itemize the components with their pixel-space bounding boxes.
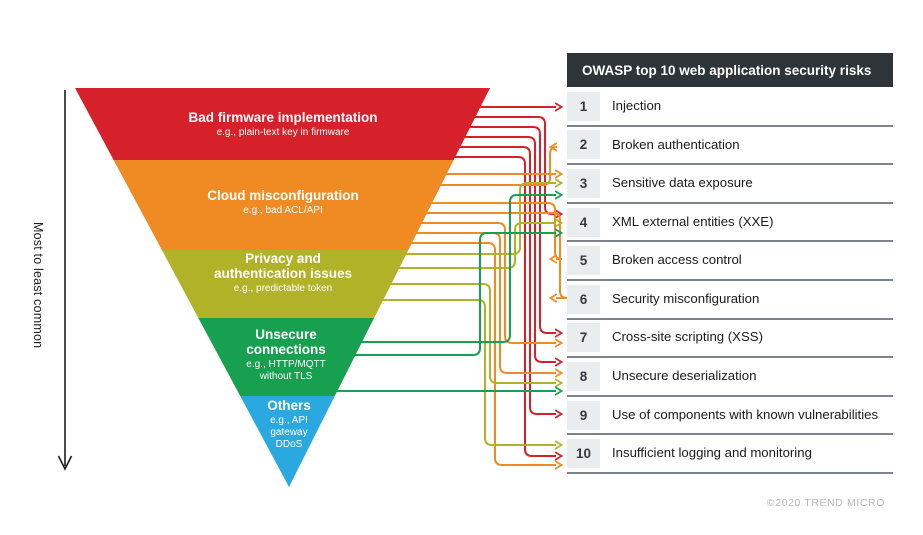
pyramid-layer-bad-firmware: [75, 88, 490, 160]
pyramid-layer-privacy-authentication: [162, 250, 409, 318]
table-row: [567, 88, 893, 127]
table-row: [567, 397, 893, 436]
risk-label: Sensitive data exposure: [612, 175, 753, 191]
risk-label: Injection: [612, 97, 662, 113]
layer-subtitle: e.g., bad ACL/API: [243, 205, 323, 217]
layer-title: Privacy and authentication issues: [213, 251, 353, 282]
risk-number: 8: [567, 362, 600, 391]
risk-label: Cross-site scripting (XSS): [612, 329, 763, 345]
most-to-least-arrow: [59, 90, 72, 469]
arrow-cloud-misconfiguration-to-row-6: [419, 213, 567, 298]
table-row: [567, 127, 893, 166]
layer-title: Bad firmware implementation: [188, 110, 378, 125]
risk-number: 4: [567, 208, 600, 237]
pyramid-layer-unsecure-connections: [198, 318, 374, 396]
risk-rows: [567, 88, 893, 474]
risk-number: 2: [567, 130, 600, 159]
layer-title: Others: [267, 398, 311, 413]
risk-label: Unsecure deserialization: [612, 368, 757, 384]
risk-number: 5: [567, 246, 600, 275]
pyramid-layer-others: [240, 396, 335, 487]
risk-number: 3: [567, 169, 600, 198]
table-row: [567, 320, 893, 359]
arrow-bad-firmware-to-row-4: [467, 117, 556, 214]
risk-label: Broken access control: [612, 252, 742, 268]
layer-title: Cloud misconfiguration: [207, 188, 359, 203]
risk-label: XML external entities (XXE): [612, 213, 774, 229]
risk-number: 1: [567, 92, 600, 121]
pyramid-layer-cloud-misconfiguration: [114, 160, 454, 250]
table-row: [567, 165, 893, 204]
layer-subtitle: e.g., plain-text key in firmware: [216, 127, 350, 139]
trend-micro-credit: ©2020 TREND MICRO: [766, 497, 885, 509]
most-to-least-label: Most to least common: [31, 221, 45, 349]
risk-number: 6: [567, 285, 600, 314]
table-row: [567, 435, 893, 474]
arrow-cloud-misconfiguration-to-row-5: [424, 203, 562, 259]
layer-subtitle: e.g., predictable token: [233, 283, 333, 295]
risk-label: Insufficient logging and monitoring: [612, 445, 812, 461]
table-row: [567, 358, 893, 397]
table-header: [567, 53, 893, 87]
risk-label: Use of components with known vulnerabilities: [612, 406, 879, 422]
risk-label: Security misconfiguration: [612, 290, 760, 306]
table-title: OWASP top 10 web application security risks: [582, 62, 872, 78]
layer-subtitle: e.g., API gateway DDoS: [270, 415, 308, 451]
risk-number: 10: [567, 439, 600, 468]
table-row: [567, 204, 893, 243]
risk-number: 7: [567, 323, 600, 352]
risk-label: Broken authentication: [612, 136, 740, 152]
table-row: [567, 242, 893, 281]
layer-subtitle: e.g., HTTP/MQTT without TLS: [246, 359, 326, 383]
table-row: [567, 281, 893, 320]
layer-title: Unsecure connections: [246, 327, 326, 358]
owasp-table: [567, 53, 893, 474]
risk-number: 9: [567, 401, 600, 430]
